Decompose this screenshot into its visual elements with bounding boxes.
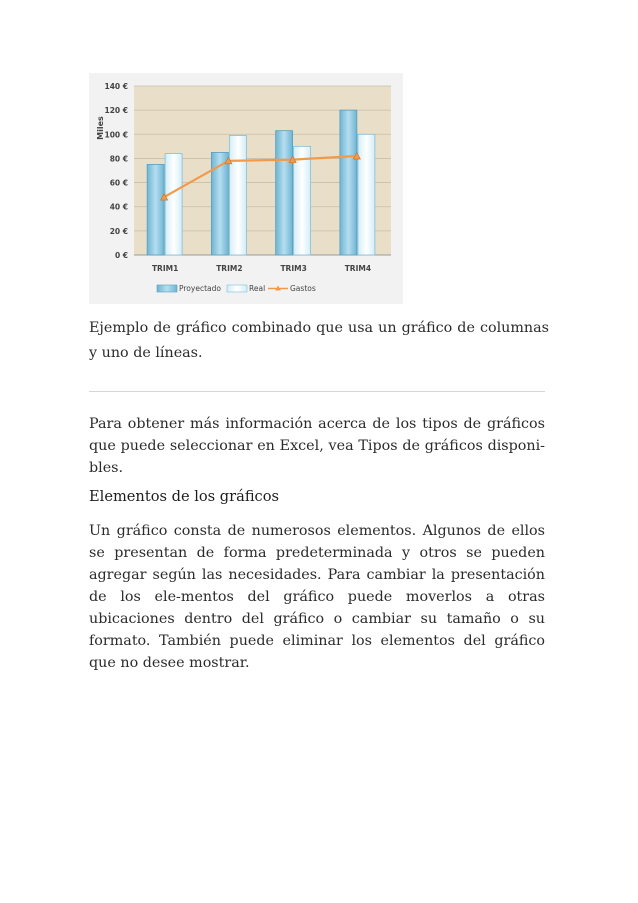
legend-swatch-real [227, 285, 247, 292]
bar-real [358, 134, 375, 255]
divider [89, 391, 545, 392]
y-axis-label: Miles [96, 116, 105, 140]
y-tick-label: 120 € [104, 106, 128, 116]
bar-proyectado [340, 110, 357, 255]
legend-label-real: Real [249, 284, 266, 293]
y-tick-label: 20 € [109, 226, 128, 236]
combo-chart-svg [89, 73, 403, 304]
combo-chart [89, 73, 403, 304]
x-tick-label: TRIM2 [216, 264, 243, 273]
y-tick-label: 100 € [104, 130, 128, 140]
legend-swatch-proyectado [157, 285, 177, 292]
figure-caption: Ejemplo de gráfico combinado que usa un gráfico de columnas y uno de líneas. [89, 320, 549, 361]
legend-label-proyectado: Proyectado [179, 284, 221, 293]
paragraph-chart-elements: Un gráfico consta de numerosos elementos. Algunos de ellos se presentan de forma predeterminada y otros se pueden agregar según las necesidades. Para cambiar la presentación de los ele-mentos del gráfico puede moverlos a otras ubicaciones dentro del gráfico o cambiar su tamaño o su formato. También puede eliminar los elementos del gráfico que no desee mostrar. [89, 523, 545, 671]
x-tick-label: TRIM4 [344, 264, 372, 273]
y-tick-label: 60 € [109, 178, 128, 188]
y-tick-label: 0 € [114, 251, 128, 260]
x-tick-label: TRIM1 [151, 264, 179, 273]
section-heading: Elementos de los gráficos [89, 488, 280, 505]
bar-real [229, 135, 246, 255]
legend-label-gastos: Gastos [290, 284, 316, 293]
y-tick-label: 80 € [109, 154, 128, 164]
bar-proyectado [276, 131, 293, 255]
bar-real [165, 154, 182, 255]
y-tick-label: 140 € [104, 82, 128, 91]
paragraph-chart-types: Para obtener más información acerca de los tipos de gráficos que puede seleccionar en Excel, vea Tipos de gráficos disponi-bles. [89, 416, 545, 476]
y-tick-label: 40 € [109, 202, 128, 212]
x-tick-label: TRIM3 [280, 264, 307, 273]
bar-proyectado [147, 164, 164, 255]
